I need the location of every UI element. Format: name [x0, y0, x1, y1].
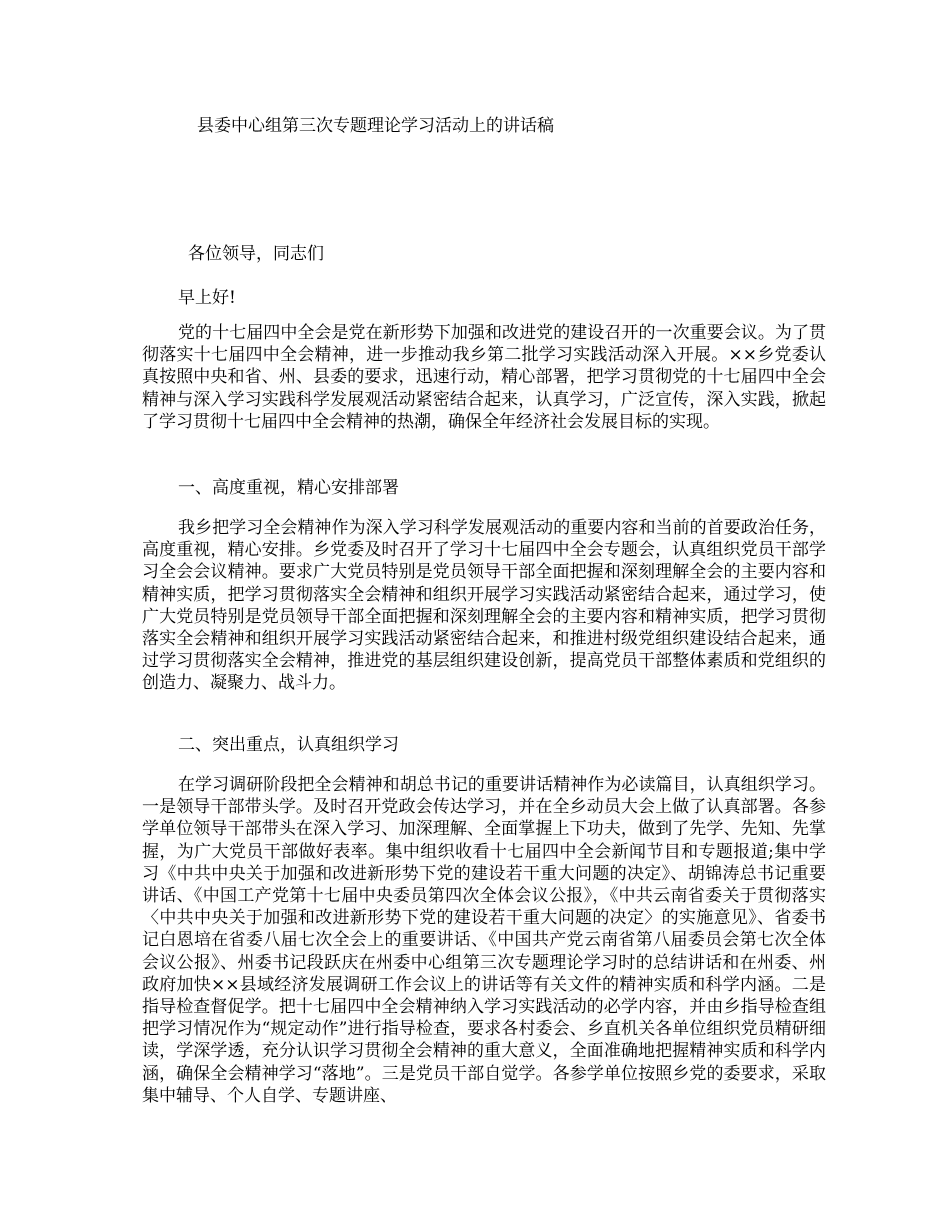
paragraph-section-1: 我乡把学习全会精神作为深入学习科学发展观活动的重要内容和当前的首要政治任务，高度重视，精心安排。乡党委及时召开了学习十七届四中全会专题会，认真组织党员干部学习全会会议精神。要求广大党员特别是党员领导干部全面把握和深刻理解全会的主要内容和精神实质，把学习贯彻落实全会精神和组织开展学习实践活动紧密结合起来，通过学习，使广大党员特别是党员领导干部全面把握和深刻理解全会的主要内容和精神实质，把学习贯彻落实全会精神和组织开展学习实践活动紧密结合起来，和推进村级党组织建设结合起来，通过学习贯彻落实全会精神，推进党的基层组织建设创新，提高党员干部整体素质和党组织的创造力、凝聚力、战斗力。 — [142, 518, 826, 694]
paragraph-intro: 党的十七届四中全会是党在新形势下加强和改进党的建设召开的一次重要会议。为了贯彻落实十七届四中全会精神，进一步推动我乡第二批学习实践活动深入开展。××乡党委认真按照中央和省、州、县委的要求，迅速行动，精心部署，把学习贯彻党的十七届四中全会精神与深入学习实践科学发展观活动紧密结合起来，认真学习，广泛宣传，深入实践，掀起了学习贯彻十七届四中全会精神的热潮，确保全年经济社会发展目标的实现。 — [142, 323, 826, 432]
section-heading-1: 一、高度重视，精心安排部署 — [178, 478, 399, 498]
section-heading-2: 二、突出重点，认真组织学习 — [178, 735, 399, 755]
paragraph-section-2: 在学习调研阶段把全会精神和胡总书记的重要讲话精神作为必读篇目，认真组织学习。一是领导干部带头学。及时召开党政会传达学习，并在全乡动员大会上做了认真部署。各参学单位领导干部带头在深入学习、加深理解、全面掌握上下功夫，做到了先学、先知、先掌握，为广大党员干部做好表率。集中组织收看十七届四中全会新闻节目和专题报道;集中学习《中共中央关于加强和改进新形势下党的建设若干重大问题的决定》、胡锦涛总书记重要讲话、《中国工产党第十七届中央委员第四次全体会议公报》，《中共云南省委关于贯彻落实〈中共中央关于加强和改进新形势下党的建设若干重大问题的决定〉的实施意见》、省委书记白恩培在省委八届七次全会上的重要讲话、《中国共产党云南省第八届委员会第七次全体会议公报》、州委书记段跃庆在州委中心组第三次专题理论学习时的总结讲话和在州委、州政府加快××县域经济发展调研工作会议上的讲话等有关文件的精神实质和科学内涵。二是指导检查督促学。把十七届四中全会精神纳入学习实践活动的必学内容，并由乡指导检查组把学习情况作为“规定动作”进行指导检查，要求各村委会、乡直机关各单位组织党员精研细读，学深学透，充分认识学习贯彻全会精神的重大意义，全面准确地把握精神实质和科学内涵，确保全会精神学习“落地”。三是党员干部自觉学。各参学单位按照乡党的委要求，采取集中辅导、个人自学、专题讲座、 — [142, 775, 826, 1106]
greeting: 早上好! — [178, 288, 236, 308]
salutation: 各位领导，同志们 — [188, 244, 324, 264]
document-title: 县委中心组第三次专题理论学习活动上的讲话稿 — [197, 116, 554, 136]
